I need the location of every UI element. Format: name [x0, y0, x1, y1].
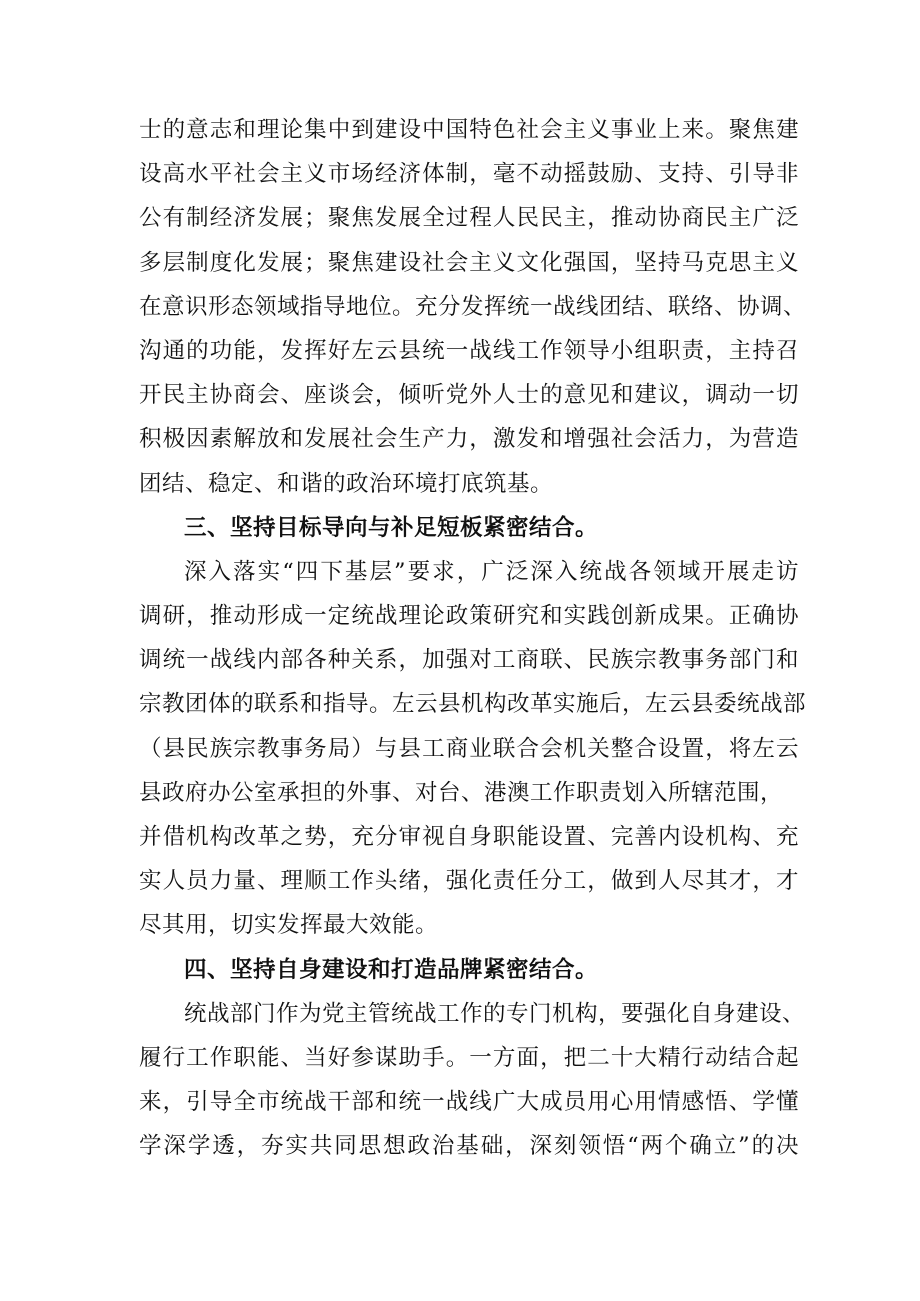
text-line: 来，引导全市统战干部和统一战线广大成员用心用情感悟、学懂 [139, 1089, 799, 1116]
paragraph-3 [139, 996, 806, 1173]
text-line: 多层制度化发展；聚焦建设社会主义文化强国，坚持马克思主义 [139, 249, 799, 276]
text-line: 沟通的功能，发挥好左云县统一战线工作领导小组职责，主持召 [139, 337, 799, 364]
paragraph-1 [139, 112, 807, 510]
document-page [139, 112, 807, 1173]
text-line: 在意识形态领域指导地位。充分发挥统一战线团结、联络、协调、 [139, 293, 807, 320]
section-heading-4: 四、坚持自身建设和打造品牌紧密结合。 [184, 956, 599, 983]
text-line: 士的意志和理论集中到建设中国特色社会主义事业上来。聚焦建 [139, 117, 799, 143]
text-line: 调统一战线内部各种关系，加强对工商联、民族宗教事务部门和 [139, 647, 799, 674]
text-line: 并借机构改革之势，充分审视自身职能设置、完善内设机构、充 [139, 824, 799, 850]
paragraph-2 [139, 554, 807, 952]
text-line: 县政府办公室承担的外事、对台、港澳工作职责划入所辖范围， [139, 779, 784, 806]
text-line: 尽其用，切实发挥最大效能。 [139, 912, 439, 939]
text-line: 设高水平社会主义市场经济体制，毫不动摇鼓励、支持、引导非 [139, 161, 799, 188]
text-line: 实人员力量、理顺工作头绪，强化责任分工，做到人尽其才，才 [139, 868, 799, 895]
text-line: 开民主协商会、座谈会，倾听党外人士的意见和建议，调动一切 [139, 382, 799, 409]
text-line: （县民族宗教事务局）与县工商业联合会机关整合设置，将左云 [139, 735, 799, 762]
text-line: 公有制经济发展；聚焦发展全过程人民民主，推动协商民主广泛 [139, 205, 799, 232]
text-line: 宗教团体的联系和指导。左云县机构改革实施后，左云县委统战部 [139, 691, 807, 718]
text-line: 统战部门作为党主管统战工作的专门机构，要强化自身建设、 [184, 1000, 806, 1027]
text-line: 履行工作职能、当好参谋助手。一方面，把二十大精行动结合起 [139, 1044, 799, 1071]
text-line: 团结、稳定、和谐的政治环境打底筑基。 [139, 470, 554, 497]
text-line: 调研，推动形成一定统战理论政策研究和实践创新成果。正确协 [139, 603, 799, 630]
text-line: 学深学透，夯实共同思想政治基础，深刻领悟“两个确立”的决 [139, 1133, 799, 1160]
text-line: 深入落实“四下基层”要求，广泛深入统战各领域开展走访 [184, 558, 799, 585]
section-heading-3: 三、坚持目标导向与补足短板紧密结合。 [184, 514, 599, 541]
text-line: 积极因素解放和发展社会生产力，激发和增强社会活力，为营造 [139, 426, 799, 453]
